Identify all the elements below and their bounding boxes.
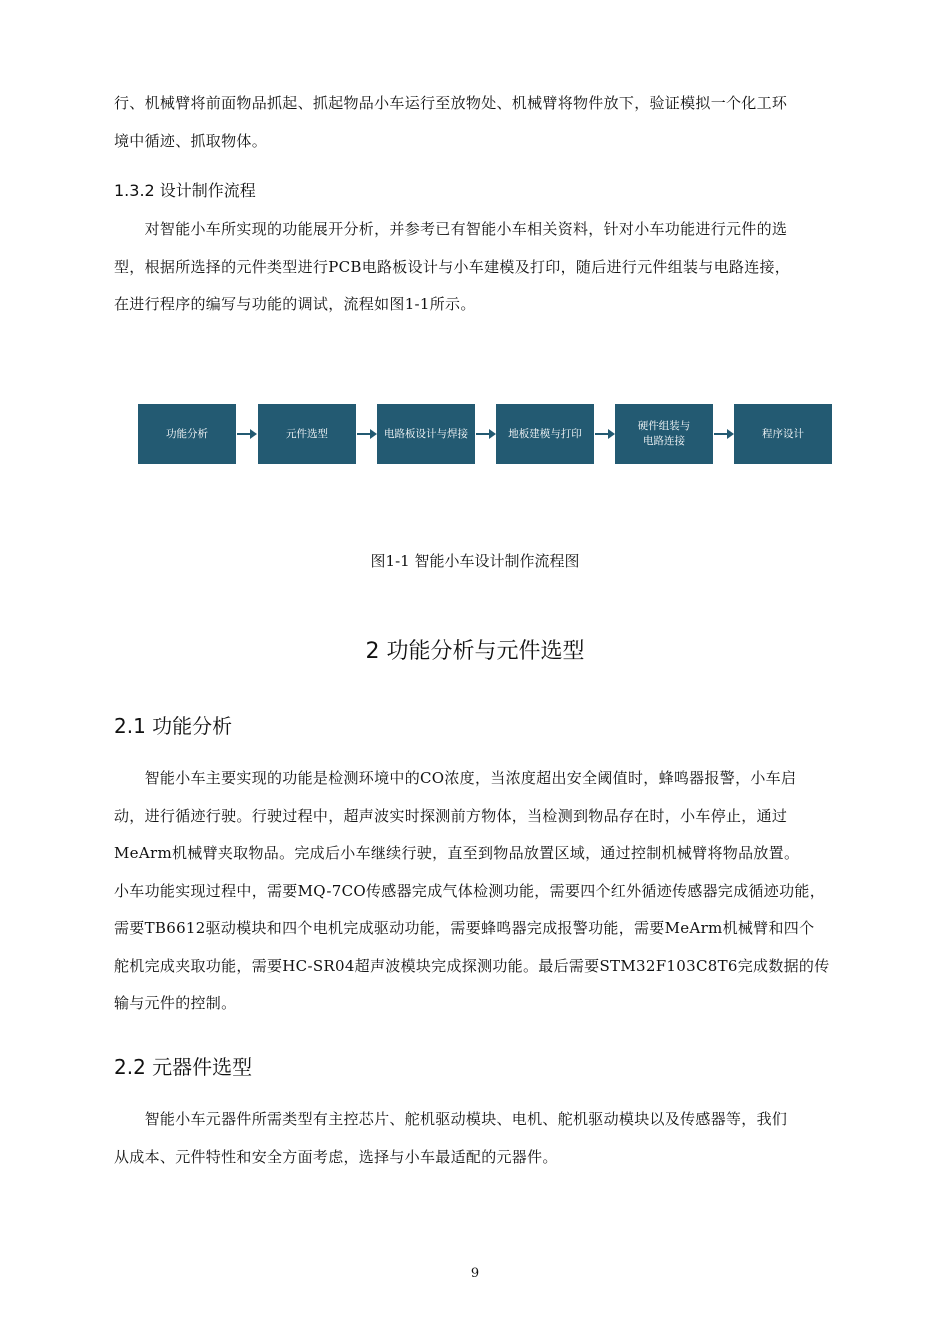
text-line: 动，进行循迹行驶。行驶过程中，超声波实时探测前方物体，当检测到物品存在时，小车停止，通过 <box>114 806 788 825</box>
arrow-right-icon <box>713 428 735 440</box>
chapter-heading: 2 功能分析与元件选型 <box>365 639 585 664</box>
arrow-right-icon <box>236 428 258 440</box>
page-number: 9 <box>470 1266 480 1281</box>
text-line: 智能小车元器件所需类型有主控芯片、舵机驱动模块、电机、舵机驱动模块以及传感器等，我们 <box>114 1110 788 1128</box>
flow-step-4: 地板建模与打印 <box>496 404 594 464</box>
text-line: 从成本、元件特性和安全方面考虑，选择与小车最适配的元器件。 <box>114 1147 558 1166</box>
section-2-2-paragraph <box>114 1101 858 1176</box>
text-line: 输与元件的控制。 <box>114 994 237 1012</box>
intro-paragraph <box>114 85 858 160</box>
design-flowchart <box>138 404 834 464</box>
text-line: 在进行程序的编写与功能的调试，流程如图1-1所示。 <box>114 295 476 313</box>
text-line: MeArm机械臂夹取物品。完成后小车继续行驶，直至到物品放置区域，通过控制机械臂将物品放置。 <box>114 844 800 862</box>
flow-step-2: 元件选型 <box>258 404 356 464</box>
flow-step-5: 硬件组装与 电路连接 <box>615 404 713 464</box>
text-line: 需要TB6612驱动模块和四个电机完成驱动功能，需要蜂鸣器完成报警功能，需要MeArm机械臂和四个 <box>114 919 815 937</box>
section-heading-1-3-2: 1.3.2 设计制作流程 <box>114 181 256 200</box>
arrow-right-icon <box>594 428 616 440</box>
section-1-3-2-paragraph <box>114 211 858 324</box>
text-line: 型，根据所选择的元件类型进行PCB电路板设计与小车建模及打印，随后进行元件组装与电路连接， <box>114 257 791 276</box>
section-heading-2-2: 2.2 元器件选型 <box>114 1055 253 1079</box>
flow-step-6: 程序设计 <box>734 404 832 464</box>
text-line: 舵机完成夹取功能，需要HC-SR04超声波模块完成探测功能。最后需要STM32F103C8T6完成数据的传 <box>114 956 830 975</box>
text-line: 智能小车主要实现的功能是检测环境中的CO浓度，当浓度超出安全阈值时，蜂鸣器报警，小车启 <box>114 769 797 787</box>
flow-step-3: 电路板设计与焊接 <box>377 404 475 464</box>
text-line: 行、机械臂将前面物品抓起、抓起物品小车运行至放物处、机械臂将物件放下，验证模拟一个化工环 <box>114 94 788 112</box>
section-2-1-paragraph <box>114 760 858 1023</box>
text-line: 对智能小车所实现的功能展开分析，并参考已有智能小车相关资料，针对小车功能进行元件的选 <box>114 220 788 238</box>
text-line: 境中循迹、抓取物体。 <box>114 131 268 150</box>
flow-step-1: 功能分析 <box>138 404 236 464</box>
text-line: 小车功能实现过程中，需要MQ-7CO传感器完成气体检测功能，需要四个红外循迹传感器完成循迹功能， <box>114 881 825 900</box>
arrow-right-icon <box>475 428 497 440</box>
figure-caption: 图1-1 智能小车设计制作流程图 <box>370 552 580 570</box>
section-heading-2-1: 2.1 功能分析 <box>114 714 233 738</box>
arrow-right-icon <box>356 428 378 440</box>
